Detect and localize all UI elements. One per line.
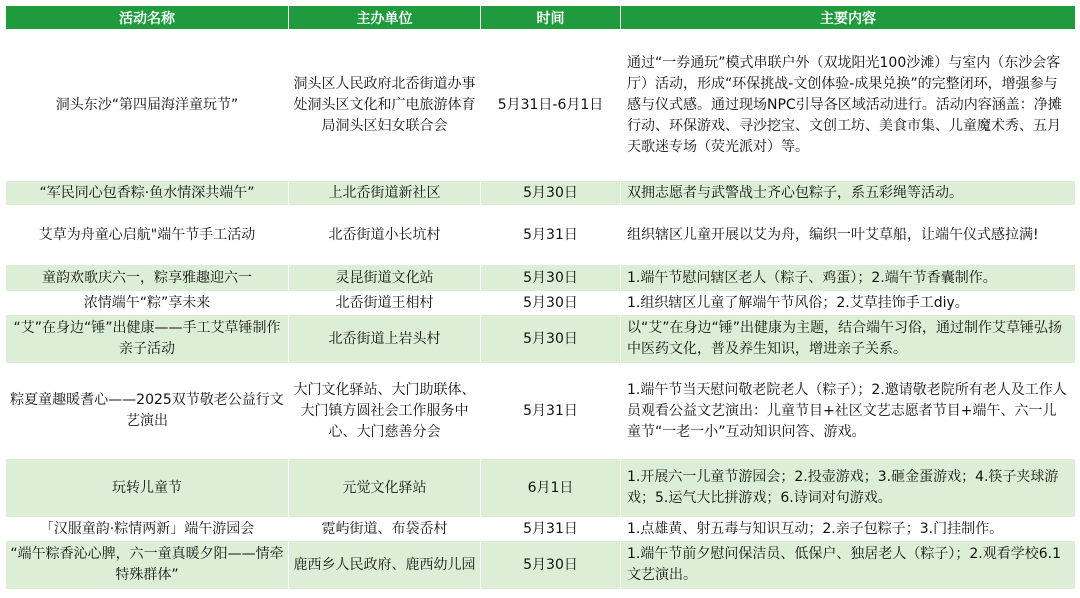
table-row [6,206,1076,265]
table-header-row [6,6,1076,30]
cell-time: 5月31日 [481,364,621,459]
cell-time: 5月30日 [481,315,621,364]
header-time: 时间 [481,6,621,30]
cell-organizer: 大门文化驿站、大门助联体、大门镇方圆社会工作服务中心、大门慈善分会 [289,364,481,459]
cell-main-content: 1.组织辖区儿童了解端午节风俗；2.艾草挂饰手工diy。 [621,292,1076,315]
cell-main-content: 1.端午节当天慰问敬老院老人（粽子）；2.邀请敬老院所有老人及工作人员观看公益文艺演出：儿童节目+社区文艺志愿者节目+端午、六一儿童节“一老一小”互动知识问答、游戏。 [621,364,1076,459]
cell-time: 5月30日 [481,181,621,206]
cell-main-content: 通过“一券通玩”模式串联户外（双垅阳光100沙滩）与室内（东沙会客厅）活动，形成“环保挑战-文创体验-成果兑换”的完整闭环，增强参与感与仪式感。通过现场NPC引导各区域活动进行。活动内容涵盖：净摊行动、环保游戏、寻沙挖宝、文创工坊、美食市集、儿童魔术秀、五月天歌迷专场（荧光派对）等。 [621,30,1076,181]
table-row [6,292,1076,315]
cell-main-content: 1.点雄黄、射五毒与知识互动；2.亲子包粽子；3.门挂制作。 [621,518,1076,541]
cell-organizer: 北岙街道王相村 [289,292,481,315]
cell-main-content: 组织辖区儿童开展以艾为舟，编织一叶艾草船，让端午仪式感拉满! [621,206,1076,265]
cell-time: 5月30日 [481,265,621,292]
table-row [6,364,1076,459]
cell-organizer: 元觉文化驿站 [289,459,481,518]
cell-main-content: 1.开展六一儿童节游园会；2.投壶游戏；3.砸金蛋游戏；4.筷子夹球游戏；5.运气大比拼游戏；6.诗词对句游戏。 [621,459,1076,518]
activities-table-wrapper [5,5,1075,590]
header-activity-name: 活动名称 [6,6,289,30]
cell-activity-name: “军民同心包香粽·鱼水情深共端午” [6,181,289,206]
cell-time: 5月31日-6月1日 [481,30,621,181]
cell-organizer: 霓屿街道、布袋岙村 [289,518,481,541]
cell-main-content: 1.端午节前夕慰问保洁员、低保户、独居老人（粽子）；2.观看学校6.1文艺演出。 [621,541,1076,590]
table-row [6,541,1076,590]
cell-time: 6月1日 [481,459,621,518]
cell-organizer: 上北岙街道新社区 [289,181,481,206]
table-row [6,181,1076,206]
cell-activity-name: “艾”在身边“锤”出健康——手工艾草锤制作亲子活动 [6,315,289,364]
cell-organizer: 北岙街道小长坑村 [289,206,481,265]
header-organizer: 主办单位 [289,6,481,30]
cell-time: 5月31日 [481,518,621,541]
table-row [6,315,1076,364]
cell-activity-name: 童韵欢歌庆六一，粽享雅趣迎六一 [6,265,289,292]
cell-activity-name: 粽夏童趣暖耆心——2025双节敬老公益行文艺演出 [6,364,289,459]
cell-organizer: 洞头区人民政府北岙街道办事处洞头区文化和广电旅游体育局洞头区妇女联合会 [289,30,481,181]
cell-time: 5月31日 [481,206,621,265]
cell-activity-name: “端午粽香沁心脾，六一童真暖夕阳——情牵特殊群体” [6,541,289,590]
cell-activity-name: 「汉服童韵·粽情两新」端午游园会 [6,518,289,541]
table-row [6,459,1076,518]
cell-organizer: 鹿西乡人民政府、鹿西幼儿园 [289,541,481,590]
cell-main-content: 以“艾”在身边“锤”出健康为主题，结合端午习俗，通过制作艾草锤弘扬中医药文化，普及养生知识，增进亲子关系。 [621,315,1076,364]
cell-activity-name: 洞头东沙“第四届海洋童玩节” [6,30,289,181]
table-row [6,518,1076,541]
cell-main-content: 1.端午节慰问辖区老人（粽子、鸡蛋）；2.端午节香囊制作。 [621,265,1076,292]
table-row [6,265,1076,292]
cell-organizer: 北岙街道上岩头村 [289,315,481,364]
cell-time: 5月30日 [481,541,621,590]
cell-organizer: 灵昆街道文化站 [289,265,481,292]
cell-main-content: 双拥志愿者与武警战士齐心包粽子，系五彩绳等活动。 [621,181,1076,206]
activities-table [5,5,1076,590]
cell-time: 5月30日 [481,292,621,315]
table-row [6,30,1076,181]
cell-activity-name: 玩转儿童节 [6,459,289,518]
cell-activity-name: 浓情端午“粽”享未来 [6,292,289,315]
header-main-content: 主要内容 [621,6,1076,30]
cell-activity-name: 艾草为舟童心启航"端午节手工活动 [6,206,289,265]
